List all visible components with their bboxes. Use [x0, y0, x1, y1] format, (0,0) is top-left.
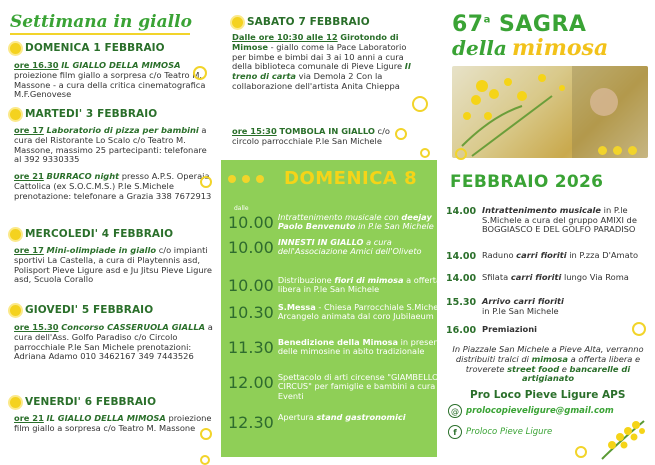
feb-row-2: 14.00 Raduno carri fioriti in P.zza D'Amato	[446, 250, 639, 262]
day-3-header	[10, 108, 157, 120]
facebook-icon: f	[448, 425, 462, 439]
day-1-title: DOMENICA 1 FEBBRAIO	[25, 42, 165, 54]
day-1-header	[10, 42, 165, 54]
day-5-event: ore 15.30 Concorso CASSERUOLA GIALLA a cura dell'Ass. Golfo Paradiso c/o Circolo parrocchiale P.le San Michele prenotazioni: Adriana Adamo 010 3462167 349 7443526	[14, 322, 213, 362]
decor-ring	[200, 428, 212, 440]
decor-dot	[242, 175, 250, 183]
decor-ring	[632, 322, 646, 336]
sunday-row-6: 12.00 Spettacolo di arti circense "GIAMBELLO CIRCUS" per famiglie e bambini a cura Jeca Eventi	[228, 372, 455, 401]
sunday-row-2: 10.00 INNESTI IN GIALLO a cura dell'Associazione Amici dell'Oliveto	[228, 237, 422, 257]
facebook-row[interactable]	[448, 425, 552, 439]
day-5-header	[10, 304, 153, 316]
decor-ring	[395, 128, 407, 140]
edition-number: 67	[452, 12, 484, 37]
day-1-event: ore 16.30 IL GIALLO DELLA MIMOSA proiezione film giallo a sorpresa c/o Teatro M. Massone - a cura della critica cinematografica M.F.Genovese	[14, 60, 206, 100]
sunday-row-5: 11.30 Benedizione della Mimosa in presenza delle mimosine in abito tradizionale	[228, 337, 448, 357]
day-5-title: GIOVEDI' 5 FEBBRAIO	[25, 304, 154, 316]
decor-dot	[598, 146, 607, 155]
sagra-title	[452, 12, 648, 61]
decor-ring	[455, 148, 467, 160]
saturday-title: SABATO 7 FEBBRAIO	[247, 16, 370, 28]
sun-icon	[10, 43, 21, 54]
decor-ring	[200, 176, 212, 188]
title-underline	[10, 33, 190, 35]
day-4-title: MERCOLEDI' 4 FEBBRAIO	[25, 228, 174, 240]
sunday-title: DOMENICA 8	[284, 168, 418, 189]
decor-dot	[628, 146, 637, 155]
decor-ring	[575, 446, 587, 458]
decor-ring	[412, 96, 428, 112]
day-6-title: VENERDI' 6 FEBBRAIO	[25, 396, 157, 408]
feb-row-3: 14.00 Sfilata carri fioriti lungo Via Roma	[446, 272, 629, 284]
decor-ring	[420, 148, 430, 158]
sunday-row-4: 10.30 S.Messa - Chiesa Parrocchiale S.Michele Arcangelo animata dal coro Jubilaeum	[228, 302, 446, 322]
edition-sup: a	[483, 14, 491, 26]
saturday-event-2: ore 15:30 TOMBOLA IN GIALLO c/o circolo parrocchiale P.le San Michele	[232, 126, 390, 146]
sun-icon	[232, 17, 243, 28]
mimosa-word: mimosa	[511, 35, 609, 61]
sun-icon	[10, 305, 21, 316]
email-row[interactable]	[448, 404, 614, 418]
della-word: della	[452, 36, 507, 60]
sunday-row-3: 10.00 Distribuzione fiori di mimosa a offerta libera in P.le San Michele	[228, 275, 442, 295]
sunday-header	[228, 168, 417, 189]
org-name: Pro Loco Pieve Ligure APS	[470, 389, 626, 401]
decor-ring	[200, 455, 210, 465]
sun-icon	[10, 109, 21, 120]
day-4-header	[10, 228, 173, 240]
sagra-word: SAGRA	[499, 12, 587, 37]
mimosa-photo	[452, 66, 648, 158]
sun-icon	[10, 397, 21, 408]
decor-ring	[193, 66, 207, 80]
day-4-event: ore 17 Mini-olimpiade in giallo c/o impianti sportivi La Castella, a cura di Playtennis asd, Polisport Pieve Ligure asd e Ju Jitsu Pieve Ligure asd, Scuola Corallo	[14, 245, 212, 285]
day-6-header	[10, 396, 156, 408]
mimosa-illustration	[452, 66, 648, 158]
feb-row-5: 16.00 Premiazioni	[446, 324, 538, 336]
sunday-dalle: dalle	[234, 205, 249, 212]
feb-title: FEBBRAIO 2026	[450, 172, 604, 192]
feb-row-1: 14.00 Intrattenimento musicale in P.le S.Michele a cura del gruppo AMIXI de BOGGIASCO E DEL GOLFO PARADISO	[446, 205, 637, 235]
email-icon: @	[448, 404, 462, 418]
decor-dot	[228, 175, 236, 183]
sun-icon	[10, 229, 21, 240]
email-text[interactable]: prolocopieveligure@gmail.com	[466, 406, 614, 416]
decor-dot	[613, 146, 622, 155]
mimosa-sprig-icon	[598, 415, 650, 461]
day-6-event: ore 21 IL GIALLO DELLA MIMOSA proiezione film giallo a sorpresa c/o Teatro M. Massone	[14, 413, 212, 433]
day-3-title: MARTEDI' 3 FEBBRAIO	[25, 108, 158, 120]
facebook-text[interactable]: Proloco Pieve Ligure	[466, 427, 553, 437]
day-3-event-1: ore 17 Laboratorio di pizza per bambini a cura del Ristorante Lo Scalo c/o Teatro M. Massone, massimo 25 partecipanti: telefonare al 392 9330335	[14, 125, 207, 165]
day-3-event-2: ore 21 BURRACO night presso A.P.S. Operaia Cattolica (ex S.O.C.M.S.) P.le S.Michele prenotazione: telefonare a Grazia 338 7672913	[14, 171, 212, 201]
feb-row-4: 15.30 Arrivo carri fioriti in P.le San Michele	[446, 296, 564, 316]
saturday-header	[232, 16, 370, 28]
sunday-row-1: 10.00 Intrattenimento musicale con deejay Paolo Benvenuto in P.le San Michele	[228, 212, 434, 232]
saturday-event-1: Dalle ore 10:30 alle 12 Girotondo di Mimose - giallo come la Pace Laboratorio per bimbe e bimbi dai 3 ai 10 anni a cura della biblioteca comunale di Pieve Ligure Il treno di carta via Demola 2 Con la collaborazione dell'artista Anita Chieppa	[232, 32, 411, 91]
week-title: Settimana in giallo	[10, 12, 192, 32]
feb-note: In Piazzale San Michele a Pieve Alta, verranno distribuiti tralci di mimosa a offerta libera e troverete street food e bancarelle di artigianato	[452, 344, 644, 384]
decor-dot	[256, 175, 264, 183]
sunday-row-7: 12.30 Apertura stand gastronomici	[228, 412, 406, 432]
